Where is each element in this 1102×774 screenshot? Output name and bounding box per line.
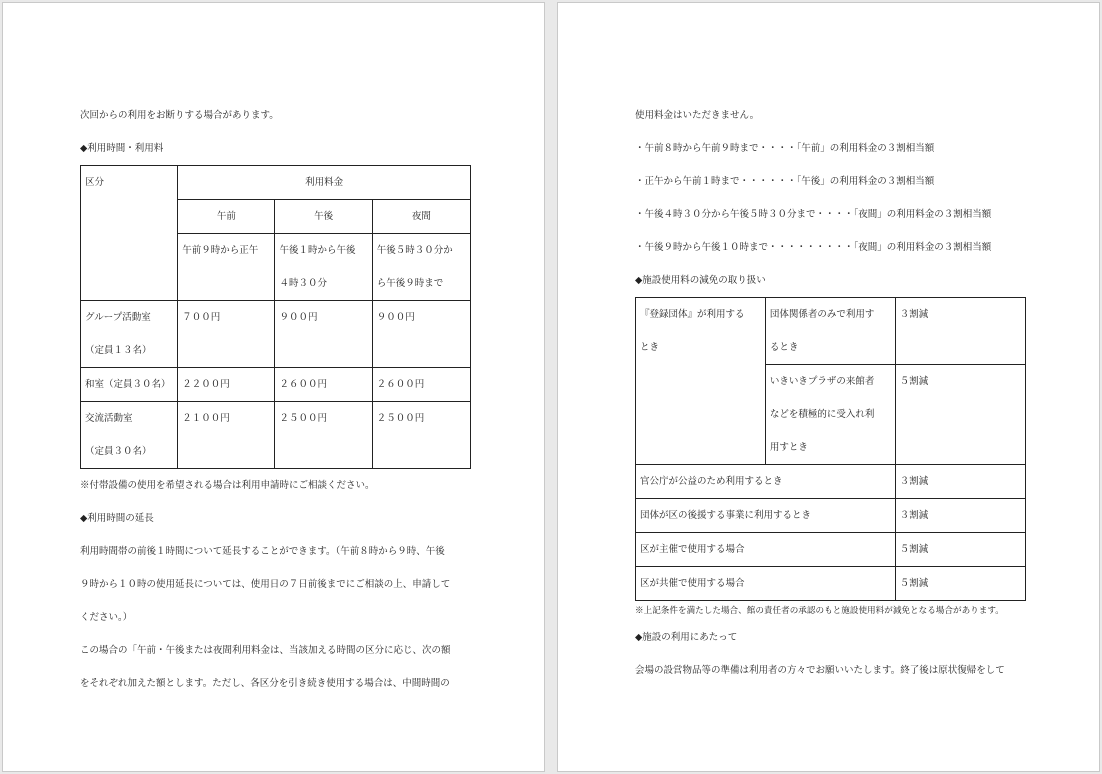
room-capacity: （定員１３名）	[85, 345, 152, 356]
visitors-line-3: 用すとき	[769, 442, 808, 453]
fee-table-fee-header: 利用料金	[178, 166, 471, 200]
fee-table-period-night: 夜間	[372, 200, 470, 234]
time-pm-line-1: 午後１時から午後	[279, 245, 356, 256]
surcharge-item: ・正午から午前１時まで・・・・・・「午後」の利用料金の３割相当額	[635, 176, 935, 187]
room-name: 交流活動室	[85, 413, 133, 424]
facility-use-line: 会場の設営物品等の準備は利用者の方々でお願いいたします。終了後は原状復帰をして	[635, 665, 1005, 676]
extension-paragraph-line: ９時から１０時の使用延長については、使用日の７日前後までにご相談の上、申請して	[80, 579, 451, 590]
fee-table-time-night	[372, 234, 470, 301]
surcharge-item: ・午後４時３０分から午後５時３０分まで・・・・「夜間」の利用料金の３割相当額	[635, 209, 992, 220]
fee-cell: ２６００円	[372, 368, 470, 402]
extension-paragraph-line: 利用時間帯の前後１時間について延長することができます。（午前８時から９時、午後	[80, 546, 445, 557]
registered-line-2: とき	[640, 342, 660, 353]
surcharge-item: ・午後９時から午後１０時まで・・・・・・・・・「夜間」の利用料金の３割相当額	[635, 242, 992, 253]
equipment-note: ※付帯設備の使用を希望される場合は利用申請時にご相談ください。	[80, 480, 375, 491]
reduction-condition: 区が共催で使用する場合	[636, 567, 896, 601]
fee-table-kubun-header: 区分	[81, 166, 178, 301]
fee-cell: ２１００円	[178, 402, 275, 469]
fee-table-time-am	[178, 234, 275, 301]
registered-group-cell	[636, 298, 766, 465]
fee-cell: ９００円	[372, 301, 470, 368]
time-night-line-1: 午後５時３０分か	[376, 245, 453, 256]
room-capacity: （定員３０名）	[85, 446, 152, 457]
reduction-condition: 官公庁が公益のため利用するとき	[636, 465, 896, 499]
fee-table	[80, 165, 471, 469]
reduction-note: ※上記条件を満たした場合、館の責任者の承認のもと施設使用料が減免となる場合があります。	[635, 606, 1004, 616]
reduction-rate: ５割減	[895, 533, 1025, 567]
room-washitsu: 和室（定員３０名）	[81, 368, 178, 402]
room-name: グループ活動室	[85, 312, 151, 323]
heading-extension: ◆利用時間の延長	[80, 513, 154, 524]
fee-cell: ２５００円	[372, 402, 470, 469]
intro-text: 次回からの利用をお断りする場合があります。	[80, 110, 279, 121]
room-exchange-activity	[81, 402, 178, 469]
fee-cell: ２５００円	[275, 402, 372, 469]
members-only-cell	[765, 298, 895, 365]
visitors-line-1: いきいきプラザの来館者	[769, 376, 875, 387]
time-night-line-2: ら午後９時まで	[376, 278, 444, 289]
extension-paragraph-line: ください。）	[80, 612, 133, 623]
heading-facility-use: ◆施設の利用にあたって	[635, 632, 738, 643]
reduction-rate: ５割減	[895, 567, 1025, 601]
members-only-line-2: るとき	[769, 342, 799, 353]
members-only-line-1: 団体関係者のみで利用す	[769, 309, 875, 320]
reduction-rate: ３割減	[895, 499, 1025, 533]
fee-cell: ２６００円	[275, 368, 372, 402]
registered-line-1: 『登録団体』が利用する	[640, 309, 745, 320]
reduction-rate: ３割減	[895, 465, 1025, 499]
reduction-rate: ５割減	[895, 365, 1025, 465]
visitors-cell	[765, 365, 895, 465]
visitors-line-2: などを積極的に受入れ利	[769, 409, 875, 420]
extension-paragraph-line: をそれぞれ加えた額とします。ただし、各区分を引き続き使用する場合は、中間時間の	[80, 678, 450, 689]
time-pm-line-2: ４時３０分	[279, 278, 327, 289]
heading-reduction: ◆施設使用料の減免の取り扱い	[635, 275, 766, 286]
fee-cell: ７００円	[178, 301, 275, 368]
surcharge-item: ・午前８時から午前９時まで・・・・「午前」の利用料金の３割相当額	[635, 143, 935, 154]
fee-table-period-pm: 午後	[275, 200, 372, 234]
reduction-condition: 団体が区の後援する事業に利用するとき	[636, 499, 896, 533]
time-am-line: 午前９時から正午	[182, 245, 259, 256]
fee-table-period-am: 午前	[178, 200, 275, 234]
document-page-1	[2, 2, 545, 772]
fee-table-time-pm	[275, 234, 372, 301]
reduction-condition: 区が主催で使用する場合	[636, 533, 896, 567]
room-group-activity	[81, 301, 178, 368]
fee-text-line: 使用料金はいただきません。	[635, 110, 760, 121]
reduction-rate: ３割減	[895, 298, 1025, 365]
reduction-table	[635, 297, 1026, 601]
page-1-content	[80, 99, 472, 700]
document-page-2	[557, 2, 1100, 772]
page-2-content	[635, 99, 1027, 687]
fee-cell: ２２００円	[178, 368, 275, 402]
fee-cell: ９００円	[275, 301, 372, 368]
heading-usage-fees: ◆利用時間・利用料	[80, 143, 164, 154]
extension-paragraph-line: この場合の「午前・午後または夜間利用料金は、当該加える時間の区分に応じ、次の額	[80, 645, 451, 656]
